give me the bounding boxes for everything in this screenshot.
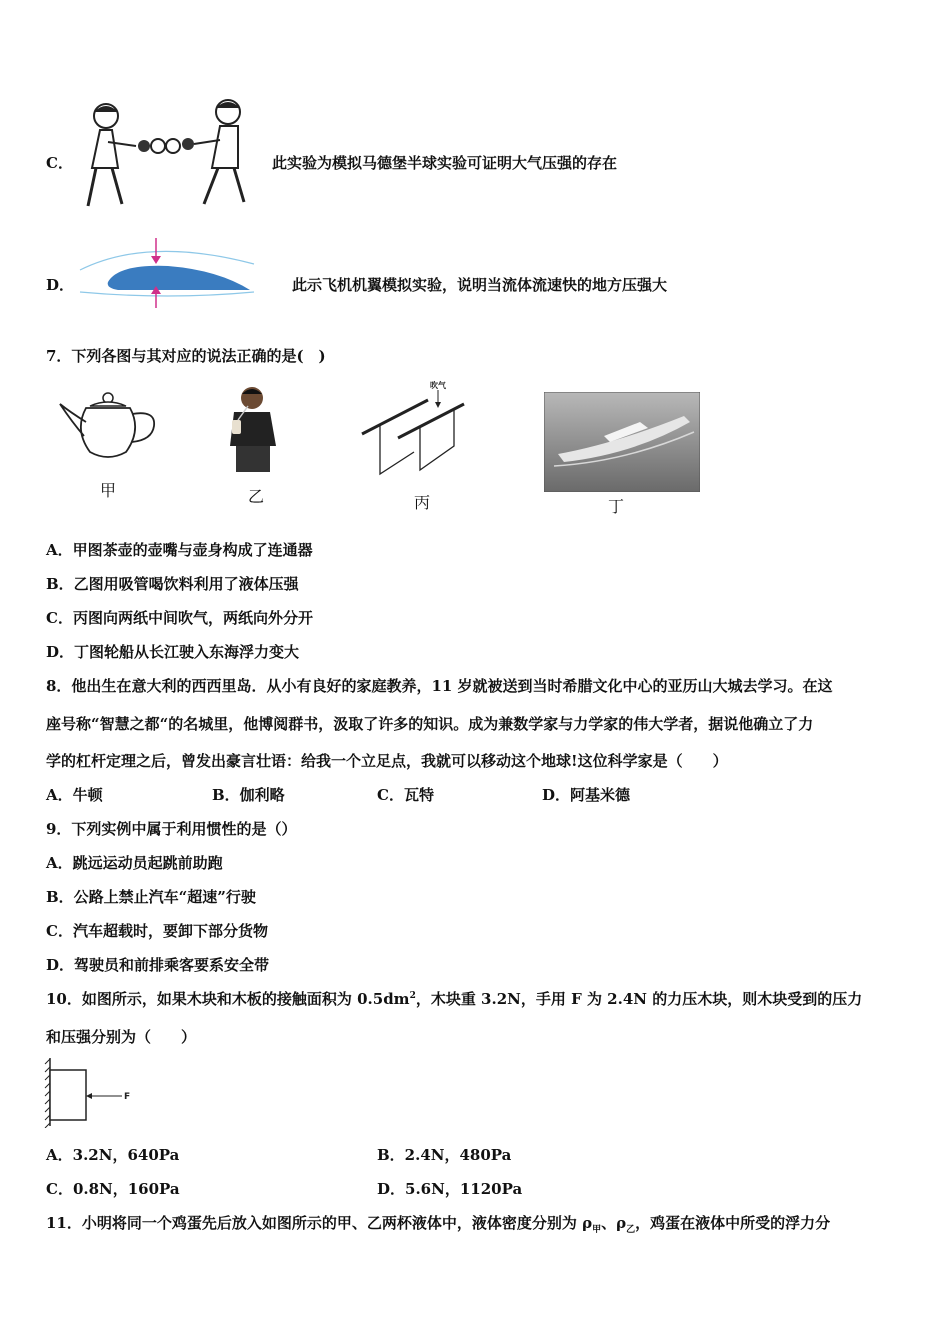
force-label: F [124, 1092, 131, 1102]
q7-option-b: B．乙图用吸管喝饮料利用了液体压强 [46, 575, 299, 593]
q9-stem: 9．下列实例中属于利用惯性的是（） [46, 820, 297, 838]
q8-option-d: D．阿基米德 [542, 786, 631, 804]
q11-stem-mid: 、ρ [601, 1214, 627, 1232]
q7-stem: 7．下列各图与其对应的说法正确的是( ) [46, 347, 326, 365]
q10-option-d: D．5.6N，1120Pa [377, 1180, 523, 1198]
q8-option-a: A．牛顿 [46, 786, 103, 804]
teapot-figure [56, 390, 160, 464]
tug-of-war-hemispheres-figure [78, 98, 258, 214]
q7-option-a: A．甲图茶壶的壶嘴与壶身构成了连通器 [46, 541, 313, 559]
q10-option-b: B．2.4N，480Pa [377, 1146, 512, 1164]
q9-option-d: D．驾驶员和前排乘客要系安全带 [46, 956, 270, 974]
q9-option-b: B．公路上禁止汽车“超速”行驶 [46, 888, 256, 906]
q11-stem-part-b: ，鸡蛋在液体中所受的浮力分 [635, 1214, 831, 1232]
q10-stem-part-a: 10．如图所示，如果木块和木板的接触面积为 0.5dm [46, 990, 410, 1008]
q8-stem-line-1: 8．他出生在意大利的西西里岛．从小有良好的家庭教养，11 岁就被送到当时希腊文化中心的亚历山大城去学习。在这 [46, 677, 833, 695]
two-papers-blowing-figure [358, 380, 470, 476]
q10-stem-part-b: ，木块重 3.2N，手用 F 为 2.4N 的力压木块，则木块受到的压力 [415, 990, 863, 1008]
block-pressed-on-wall-figure [44, 1056, 134, 1128]
figure-label-yi: 乙 [248, 487, 265, 506]
q6-option-c-text: 此实验为模拟马德堡半球实验可证明大气压强的存在 [272, 154, 618, 172]
q10-stem-line-2: 和压强分别为（ ） [46, 1028, 197, 1046]
q10-superscript: 2 [409, 991, 416, 1001]
q11-stem [46, 1212, 830, 1235]
q10-option-a: A．3.2N，640Pa [46, 1146, 180, 1164]
q11-sub-yi: 乙 [626, 1225, 636, 1235]
q11-sub-jia: 甲 [592, 1225, 602, 1235]
figure-label-ding: 丁 [608, 497, 625, 516]
q6-option-c-label: C． [46, 154, 73, 172]
q8-stem-line-2: 座号称“智慧之都“的名城里，他博阅群书，汲取了许多的知识。成为兼数学家与力学家的伟大学者，据说他确立了力 [46, 715, 814, 733]
figure-label-jia: 甲 [100, 481, 117, 500]
q10-option-c: C．0.8N，160Pa [46, 1180, 180, 1198]
q7-option-d: D．丁图轮船从长江驶入东海浮力变大 [46, 643, 300, 661]
airfoil-wing-figure [78, 234, 258, 310]
q11-stem-part-a: 11．小明将同一个鸡蛋先后放入如图所示的甲、乙两杯液体中，液体密度分别为 ρ [46, 1214, 593, 1232]
q9-option-c: C．汽车超载时，要卸下部分货物 [46, 922, 268, 940]
boy-drinking-straw-figure [222, 384, 286, 476]
q10-stem-line-1 [46, 988, 862, 1009]
q8-option-b: B．伽利略 [212, 786, 285, 804]
q9-option-a: A．跳远运动员起跳前助跑 [46, 854, 223, 872]
q7-option-c: C．丙图向两纸中间吹气，两纸向外分开 [46, 609, 313, 627]
blow-air-label: 吹气 [430, 381, 446, 390]
q6-option-d-text: 此示飞机机翼模拟实验，说明当流体流速快的地方压强大 [292, 276, 668, 294]
q8-stem-line-3: 学的杠杆定理之后，曾发出豪言壮语：给我一个立足点，我就可以移动这个地球!这位科学家是（ ） [46, 752, 728, 770]
q8-option-c: C．瓦特 [377, 786, 434, 804]
figure-label-bing: 丙 [414, 493, 431, 512]
ship-photo-figure [544, 392, 700, 492]
q6-option-d-label: D． [46, 276, 75, 294]
